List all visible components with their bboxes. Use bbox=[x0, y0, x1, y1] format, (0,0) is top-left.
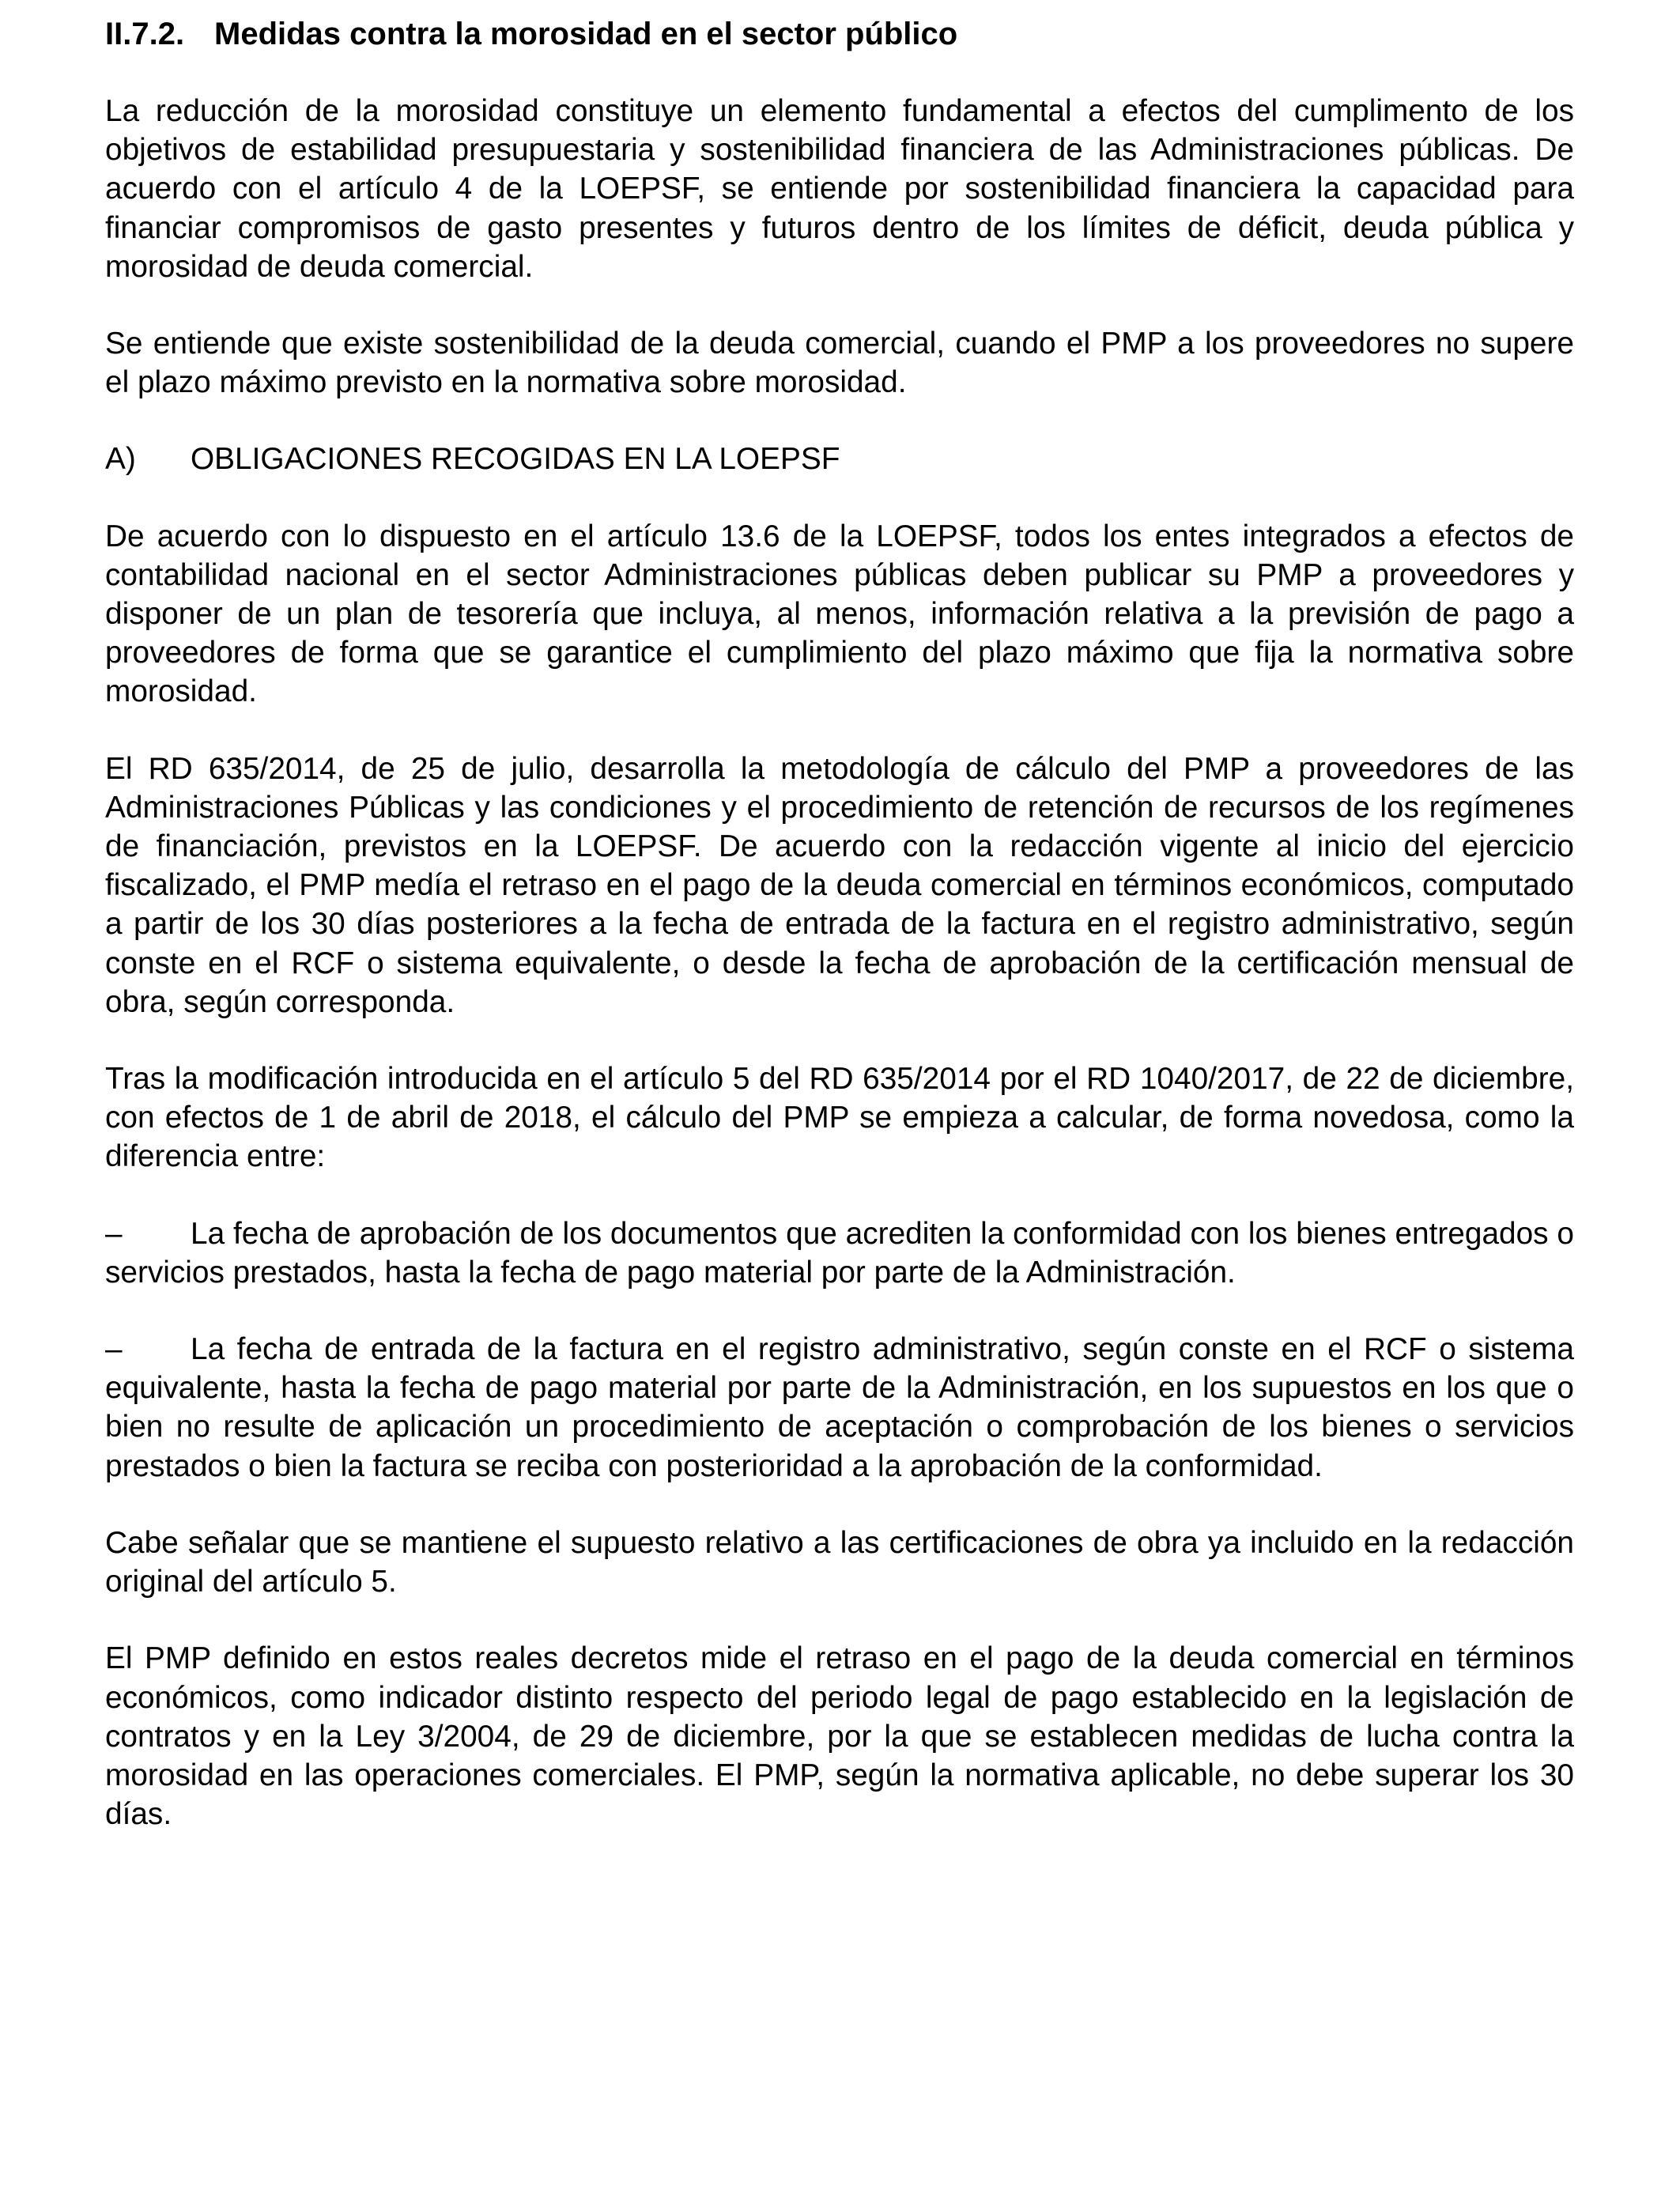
section-heading bbox=[105, 14, 1574, 54]
paragraph-sostenibilidad-deuda: Se entiende que existe sostenibilidad de la deuda comercial, cuando el PMP a los proveedores no supere el plazo máximo previsto en la normativa sobre morosidad. bbox=[105, 327, 1574, 400]
list-item-text: La fecha de entrada de la factura en el registro administrativo, según conste en el RCF o sistema equivalente, hasta la fecha de pago material por parte de la Administración, en los supuestos en los que o bien no resulte de aplicación un procedimiento de aceptación o comprobación de los bienes o servicios prestados o bien la factura se reciba con posterioridad a la aprobación de la conformidad. bbox=[105, 1332, 1574, 1483]
dash-bullet-icon: – bbox=[105, 1216, 123, 1251]
subsection-letter: A) bbox=[105, 442, 136, 477]
subsection-heading bbox=[105, 440, 1574, 478]
section-title: Medidas contra la morosidad en el sector público bbox=[214, 17, 958, 51]
document-page bbox=[105, 14, 1574, 1871]
list-item-text: La fecha de aprobación de los documentos que acrediten la conformidad con los bienes entregados o servicios prestados, hasta la fecha de pago material por parte de la Administración. bbox=[105, 1216, 1574, 1290]
paragraph-certificaciones-obra: Cabe señalar que se mantiene el supuesto relativo a las certificaciones de obra ya incluido en la redacción original del artículo 5. bbox=[105, 1525, 1574, 1599]
paragraph-articulo-13-6: De acuerdo con lo dispuesto en el artículo 13.6 de la LOEPSF, todos los entes integrados a efectos de contabilidad nacional en el sector Administraciones públicas deben publicar su PMP a proveedores y disponer de un plan de tesorería que incluya, al menos, información relativa a la previsión de pago a proveedores de forma que se garantice el cumplimiento del plazo máximo que fija la normativa sobre morosidad. bbox=[105, 519, 1574, 709]
paragraph-modificacion-rd-1040-2017: Tras la modificación introducida en el artículo 5 del RD 635/2014 por el RD 1040/2017, de 22 de diciembre, con efectos de 1 de abril de 2018, el cálculo del PMP se empieza a calcular, de forma novedosa, como la diferencia entre: bbox=[105, 1062, 1574, 1174]
subsection-title: OBLIGACIONES RECOGIDAS EN LA LOEPSF bbox=[191, 442, 840, 477]
section-number: II.7.2. bbox=[105, 17, 185, 51]
paragraph-pmp-definicion: El PMP definido en estos reales decretos mide el retraso en el pago de la deuda comercial en términos económicos, como indicador distinto respecto del periodo legal de pago establecido en la legislación de contratos y en la Ley 3/2004, de 29 de diciembre, por la que se establecen medidas de lucha contra la morosidad en las operaciones comerciales. El PMP, según la normativa aplicable, no debe superar los 30 días. bbox=[105, 1641, 1574, 1832]
list-item bbox=[105, 1330, 1574, 1486]
paragraph-morosidad-intro: La reducción de la morosidad constituye un elemento fundamental a efectos del cumplimento de los objetivos de estabilidad presupuestaria y sostenibilidad financiera de las Administraciones públicas. De acuerdo con el artículo 4 de la LOEPSF, se entiende por sostenibilidad financiera la capacidad para financiar compromisos de gasto presentes y futuros dentro de los límites de déficit, deuda pública y morosidad de deuda comercial. bbox=[105, 94, 1574, 284]
dash-bullet-icon: – bbox=[105, 1332, 123, 1367]
paragraph-rd-635-2014: El RD 635/2014, de 25 de julio, desarrolla la metodología de cálculo del PMP a proveedores de las Administraciones Públicas y las condiciones y el procedimiento de retención de recursos de los regímenes de financiación, previstos en la LOEPSF. De acuerdo con la redacción vigente al inicio del ejercicio fiscalizado, el PMP medía el retraso en el pago de la deuda comercial en términos económicos, computado a partir de los 30 días posteriores a la fecha de entrada de la factura en el registro administrativo, según conste en el RCF o sistema equivalente, o desde la fecha de aprobación de la certificación mensual de obra, según corresponda. bbox=[105, 751, 1574, 1019]
list-item bbox=[105, 1214, 1574, 1292]
